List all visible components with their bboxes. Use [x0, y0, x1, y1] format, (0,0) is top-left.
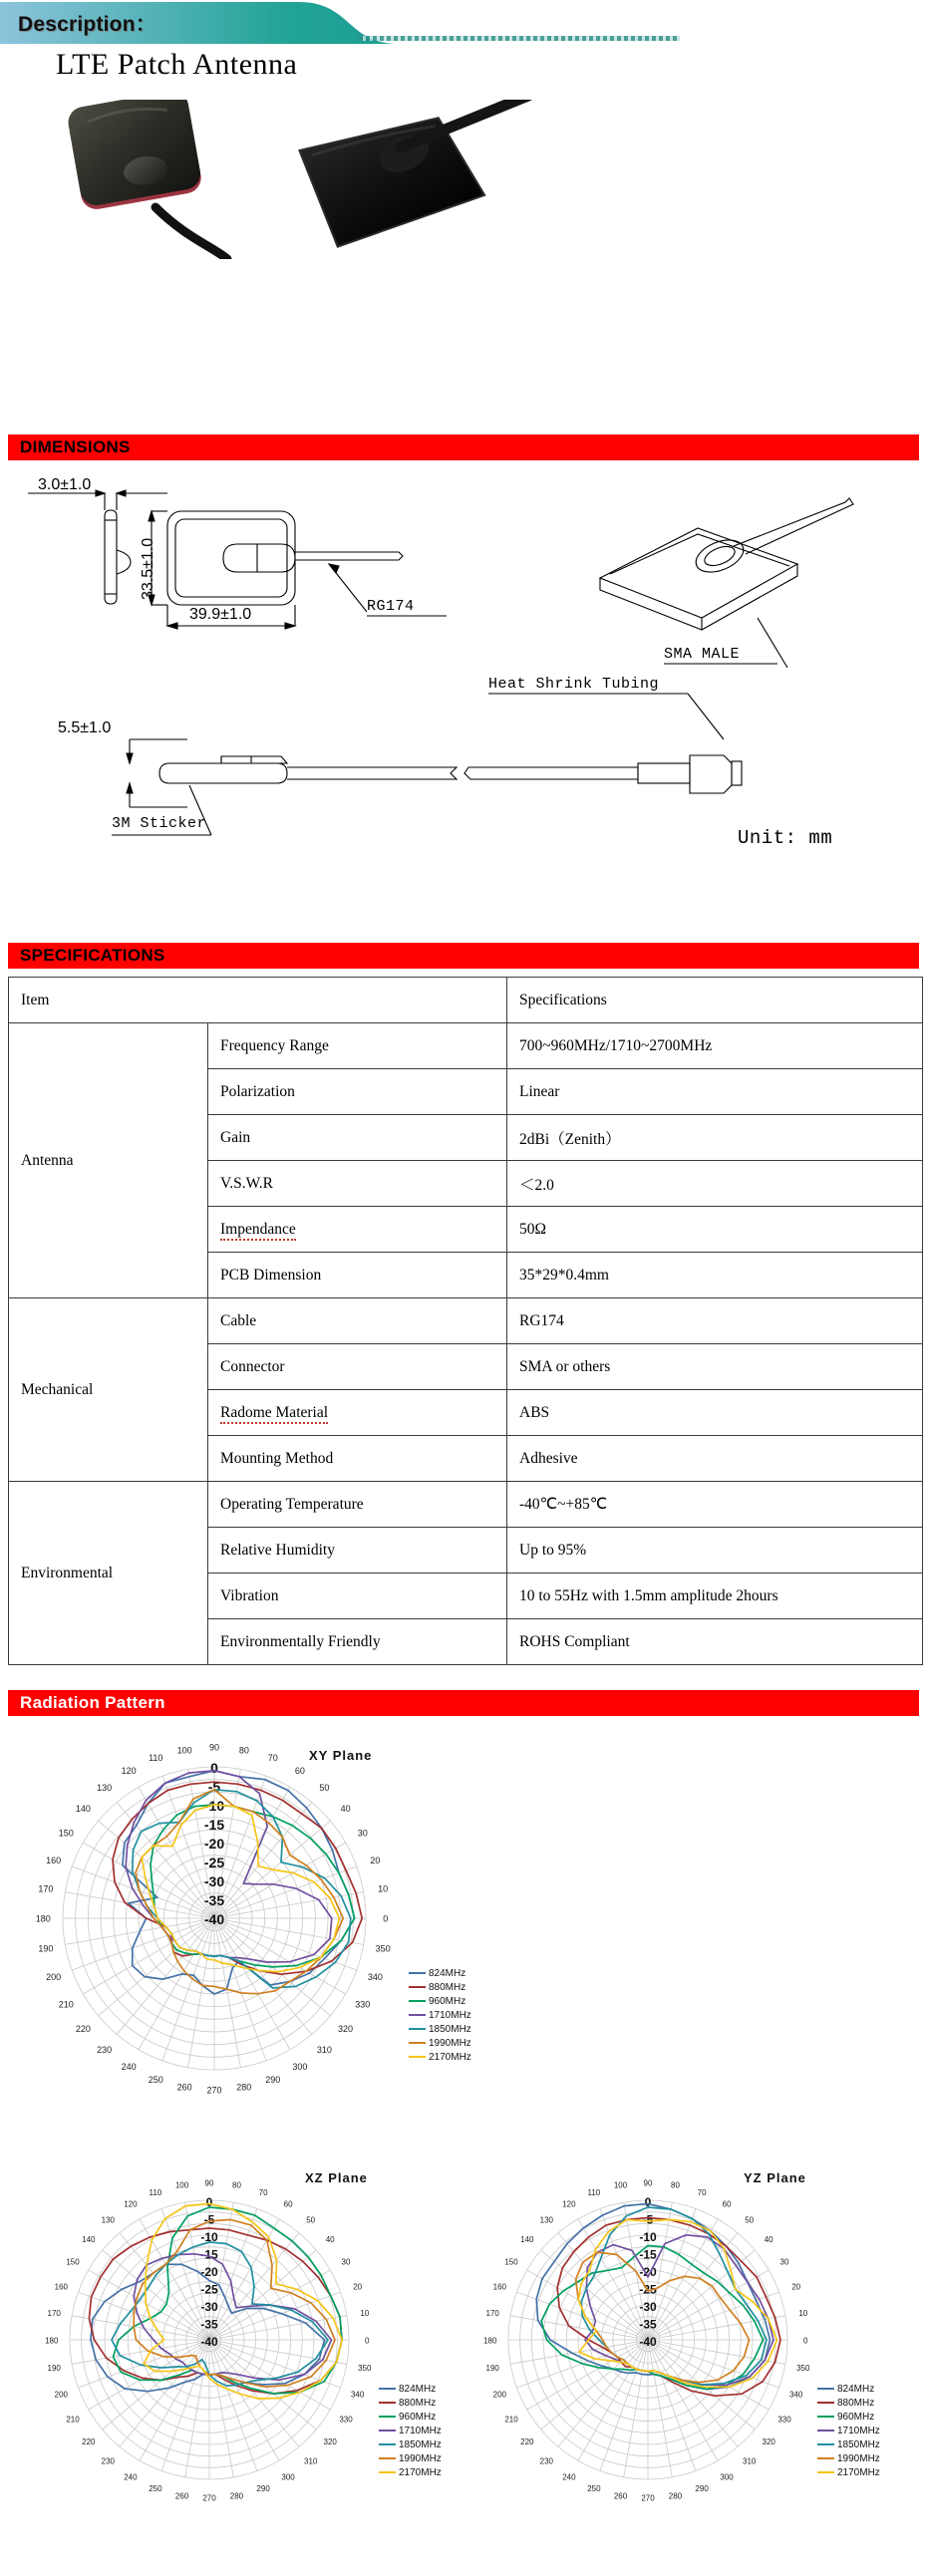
polar-angle-tick: 20: [353, 2282, 363, 2292]
dimension-height-label: 33.5±1.0: [140, 537, 156, 600]
polar-radial-tick: -30: [639, 2300, 657, 2314]
polar-angle-tick: 330: [339, 2415, 353, 2425]
dimension-drawing: [0, 468, 927, 937]
table-cell-value: 50Ω: [507, 1207, 923, 1253]
legend-swatch: [379, 2402, 396, 2405]
polar-angle-tick: 320: [338, 2023, 354, 2034]
polar-angle-tick: 0: [383, 1913, 389, 1924]
polar-angle-tick: 140: [520, 2234, 534, 2244]
radiation-chart-xz: [28, 2133, 476, 2561]
polar-angle-tick: 30: [779, 2257, 789, 2267]
dimension-width-label: 39.9±1.0: [189, 606, 252, 623]
legend-item: [379, 2382, 442, 2396]
polar-radial-tick: 0: [644, 2195, 652, 2209]
polar-radial-tick: -5: [203, 2212, 215, 2227]
table-cell-value: 35*29*0.4mm: [507, 1253, 923, 1298]
legend-swatch: [409, 1986, 426, 1989]
polar-angle-tick: 0: [802, 2336, 808, 2346]
legend-label: 1850MHz: [837, 2438, 880, 2450]
polar-radial-tick: -20: [200, 2265, 218, 2279]
legend-item: [379, 2424, 442, 2437]
polar-radial-tick: -20: [639, 2265, 657, 2279]
polar-angle-tick: 240: [562, 2472, 576, 2482]
polar-angle-tick: 180: [35, 1913, 51, 1924]
polar-radial-tick: -30: [203, 1873, 225, 1889]
table-cell-value: -40℃~+85℃: [507, 1482, 923, 1528]
polar-radial-tick: -10: [203, 1798, 225, 1814]
polar-angle-tick: 330: [355, 1999, 371, 2010]
table-cell-item: Gain: [208, 1115, 507, 1161]
polar-angle-tick: 120: [124, 2199, 138, 2209]
polar-angle-tick: 30: [357, 1828, 368, 1839]
polar-radial-tick: -25: [639, 2282, 657, 2297]
polar-angle-tick: 230: [97, 2045, 113, 2056]
polar-angle-tick: 10: [360, 2309, 370, 2319]
table-row: [9, 1023, 923, 1069]
legend-item: [379, 2437, 442, 2451]
legend-swatch: [817, 2388, 834, 2391]
legend-swatch: [379, 2430, 396, 2433]
polar-angle-tick: 220: [520, 2437, 534, 2447]
legend-label: 960MHz: [429, 1995, 466, 2007]
polar-angle-tick: 340: [788, 2390, 803, 2400]
legend-label: 2170MHz: [429, 2051, 471, 2063]
chart-legend: [409, 1966, 471, 2064]
cable-callout-label: RG174: [367, 598, 415, 615]
polar-angle-tick: 20: [791, 2282, 801, 2292]
polar-angle-tick: 120: [121, 1765, 137, 1776]
polar-angle-tick: 160: [54, 2282, 69, 2292]
tubing-callout-label: Heat Shrink Tubing: [488, 676, 660, 693]
legend-label: 960MHz: [837, 2411, 875, 2423]
polar-radial-tick: 0: [210, 1760, 218, 1776]
polar-angle-tick: 280: [229, 2491, 244, 2501]
polar-angle-tick: 180: [45, 2336, 59, 2346]
polar-angle-tick: 340: [350, 2390, 365, 2400]
product-cable-left: [155, 207, 227, 259]
legend-item: [379, 2451, 442, 2465]
table-cell-group: Environmental: [9, 1482, 208, 1665]
radiation-chart-yz: [466, 2133, 915, 2561]
legend-swatch: [409, 2000, 426, 2003]
polar-angle-tick: 130: [539, 2215, 553, 2225]
table-cell-item: Connector: [208, 1344, 507, 1390]
legend-item: [379, 2410, 442, 2424]
polar-angle-tick: 280: [668, 2491, 683, 2501]
polar-angle-tick: 290: [256, 2484, 270, 2494]
polar-angle-tick: 30: [341, 2257, 351, 2267]
polar-angle-tick: 150: [66, 2257, 80, 2267]
polar-angle-tick: 10: [378, 1883, 389, 1894]
polar-angle-tick: 290: [265, 2074, 281, 2085]
legend-swatch: [409, 2042, 426, 2045]
legend-label: 824MHz: [429, 1967, 466, 1979]
legend-swatch: [409, 2056, 426, 2059]
polar-angle-tick: 60: [722, 2199, 732, 2209]
polar-angle-tick: 220: [75, 2023, 91, 2034]
section-header-radiation: Radiation Pattern: [8, 1690, 919, 1716]
legend-label: 1850MHz: [399, 2438, 442, 2450]
legend-item: [409, 1966, 471, 1980]
polar-angle-tick: 280: [236, 2082, 252, 2093]
table-cell-item: Environmentally Friendly: [208, 1619, 507, 1665]
polar-angle-tick: 100: [176, 1745, 192, 1756]
polar-angle-tick: 60: [294, 1765, 305, 1776]
polar-angle-tick: 200: [46, 1972, 62, 1983]
polar-angle-tick: 80: [238, 1745, 249, 1756]
legend-label: 880MHz: [429, 1981, 466, 1993]
polar-angle-tick: 70: [258, 2187, 268, 2197]
polar-angle-tick: 290: [695, 2484, 709, 2494]
polar-angle-tick: 80: [232, 2180, 241, 2190]
legend-item: [409, 2036, 471, 2050]
table-cell-item: Polarization: [208, 1069, 507, 1115]
legend-item: [409, 1994, 471, 2008]
table-cell-value: ABS: [507, 1390, 923, 1436]
polar-angle-tick: 140: [75, 1804, 91, 1815]
polar-angle-tick: 180: [483, 2336, 497, 2346]
polar-radial-tick: -15: [203, 1817, 225, 1833]
polar-angle-tick: 50: [319, 1782, 330, 1793]
polar-angle-tick: 260: [613, 2491, 628, 2501]
legend-label: 824MHz: [399, 2383, 437, 2395]
product-photos: [0, 100, 927, 259]
legend-label: 1990MHz: [837, 2452, 880, 2464]
polar-radial-tick: -25: [203, 1855, 225, 1870]
table-cell-group: Antenna: [9, 1023, 208, 1298]
polar-radial-tick: -25: [200, 2282, 218, 2297]
legend-item: [409, 2008, 471, 2022]
legend-swatch: [409, 2028, 426, 2031]
sticker-callout-label: 3M Sticker: [112, 815, 207, 832]
polar-series-1710MHz: [585, 2235, 773, 2386]
plot-title: YZ Plane: [744, 2170, 806, 2185]
legend-label: 1990MHz: [399, 2452, 442, 2464]
polar-angle-tick: 50: [306, 2215, 316, 2225]
polar-angle-tick: 190: [38, 1943, 54, 1954]
legend-item: [409, 2022, 471, 2036]
legend-swatch: [379, 2416, 396, 2419]
legend-label: 880MHz: [399, 2397, 437, 2409]
table-cell-item: Impendance: [208, 1207, 507, 1253]
legend-item: [817, 2396, 880, 2410]
legend-swatch: [817, 2471, 834, 2474]
table-cell-value: 2dBi（Zenith）: [507, 1115, 923, 1161]
table-cell-value: 700~960MHz/1710~2700MHz: [507, 1023, 923, 1069]
legend-label: 1710MHz: [429, 2009, 471, 2021]
polar-angle-tick: 250: [148, 2074, 163, 2085]
polar-angle-tick: 110: [587, 2187, 601, 2197]
polar-angle-tick: 210: [504, 2415, 518, 2425]
polar-radial-tick: -10: [639, 2230, 657, 2244]
legend-item: [817, 2451, 880, 2465]
polar-angle-tick: 40: [340, 1804, 351, 1815]
table-cell-value: ROHS Compliant: [507, 1619, 923, 1665]
plot-title: XZ Plane: [305, 2170, 368, 2185]
legend-swatch: [817, 2430, 834, 2433]
polar-angle-tick: 90: [208, 1742, 220, 1753]
table-cell-value: Adhesive: [507, 1436, 923, 1482]
polar-angle-tick: 60: [283, 2199, 293, 2209]
table-cell-value: Up to 95%: [507, 1528, 923, 1574]
legend-swatch: [817, 2416, 834, 2419]
polar-radial-tick: -30: [200, 2300, 218, 2314]
legend-swatch: [817, 2402, 834, 2405]
polar-angle-tick: 40: [325, 2234, 335, 2244]
table-row: [9, 1482, 923, 1528]
polar-angle-tick: 0: [364, 2336, 370, 2346]
polar-angle-tick: 300: [281, 2472, 295, 2482]
polar-angle-tick: 230: [101, 2456, 115, 2466]
polar-radial-tick: -35: [200, 2317, 218, 2332]
polar-angle-tick: 260: [176, 2082, 192, 2093]
table-cell-value: 10 to 55Hz with 1.5mm amplitude 2hours: [507, 1574, 923, 1619]
table-cell-item: Cable: [208, 1298, 507, 1344]
legend-item: [379, 2396, 442, 2410]
legend-label: 960MHz: [399, 2411, 437, 2423]
legend-label: 1710MHz: [837, 2425, 880, 2436]
table-header-item: Item: [9, 978, 507, 1023]
polar-radial-tick: -5: [207, 1779, 221, 1795]
legend-swatch: [817, 2457, 834, 2460]
legend-swatch: [817, 2443, 834, 2446]
section-header-specifications: SPECIFICATIONS: [8, 943, 919, 969]
polar-radial-tick: -35: [203, 1892, 225, 1908]
polar-angle-tick: 10: [798, 2309, 808, 2319]
legend-item: [409, 1980, 471, 1994]
polar-radial-tick: -15: [200, 2247, 218, 2262]
polar-angle-tick: 350: [358, 2363, 372, 2373]
polar-plot: [466, 2133, 855, 2551]
polar-angle-tick: 330: [777, 2415, 791, 2425]
polar-angle-tick: 100: [613, 2180, 628, 2190]
description-banner-label: Description：: [18, 13, 156, 36]
polar-angle-tick: 240: [121, 2062, 137, 2073]
table-cell-item: Vibration: [208, 1574, 507, 1619]
polar-angle-tick: 160: [492, 2282, 507, 2292]
plot-title: XY Plane: [309, 1748, 373, 1763]
polar-angle-tick: 310: [743, 2456, 757, 2466]
legend-item: [817, 2410, 880, 2424]
polar-angle-tick: 220: [82, 2437, 96, 2447]
legend-swatch: [379, 2457, 396, 2460]
polar-angle-tick: 150: [58, 1828, 74, 1839]
table-header-specifications: Specifications: [507, 978, 923, 1023]
legend-swatch: [409, 1972, 426, 1975]
polar-angle-tick: 310: [316, 2045, 332, 2056]
polar-angle-tick: 270: [206, 2085, 222, 2096]
polar-angle-tick: 250: [587, 2484, 601, 2494]
polar-angle-tick: 80: [671, 2180, 680, 2190]
legend-item: [817, 2382, 880, 2396]
polar-angle-tick: 130: [97, 1782, 113, 1793]
table-cell-item: V.S.W.R: [208, 1161, 507, 1207]
legend-item: [817, 2465, 880, 2479]
legend-swatch: [379, 2443, 396, 2446]
legend-label: 824MHz: [837, 2383, 875, 2395]
polar-angle-tick: 110: [149, 1753, 163, 1764]
legend-item: [817, 2424, 880, 2437]
polar-angle-tick: 120: [562, 2199, 576, 2209]
polar-angle-tick: 70: [267, 1753, 278, 1764]
legend-item: [379, 2465, 442, 2479]
polar-angle-tick: 250: [149, 2484, 162, 2494]
polar-angle-tick: 300: [292, 2062, 308, 2073]
polar-angle-tick: 270: [641, 2493, 655, 2503]
polar-plot: [28, 2133, 417, 2551]
polar-angle-tick: 270: [202, 2493, 216, 2503]
table-cell-item: Radome Material: [208, 1390, 507, 1436]
polar-angle-tick: 20: [370, 1855, 381, 1865]
polar-angle-tick: 320: [762, 2437, 775, 2447]
legend-label: 880MHz: [837, 2397, 875, 2409]
table-cell-item: Mounting Method: [208, 1436, 507, 1482]
polar-angle-tick: 110: [149, 2187, 162, 2197]
polar-series-2170MHz: [142, 1805, 339, 1972]
table-cell-value: Linear: [507, 1069, 923, 1115]
polar-radial-tick: -20: [203, 1836, 225, 1852]
polar-angle-tick: 240: [124, 2472, 138, 2482]
polar-angle-tick: 130: [101, 2215, 115, 2225]
polar-angle-tick: 170: [485, 2309, 499, 2319]
legend-swatch: [379, 2388, 396, 2391]
product-photo-left: [66, 100, 203, 211]
polar-radial-tick: -40: [200, 2335, 218, 2349]
description-banner-rule: [359, 36, 680, 41]
table-cell-value: SMA or others: [507, 1344, 923, 1390]
legend-label: 2170MHz: [837, 2466, 880, 2478]
polar-radial-tick: 0: [205, 2195, 213, 2209]
polar-angle-tick: 170: [38, 1883, 54, 1894]
legend-swatch: [409, 2014, 426, 2017]
polar-radial-tick: -5: [642, 2212, 654, 2227]
table-header-row: [9, 978, 923, 1023]
polar-radial-tick: -40: [639, 2335, 657, 2349]
table-row: [9, 1298, 923, 1344]
table-cell-item: Operating Temperature: [208, 1482, 507, 1528]
dimension-thickness-label: 3.0±1.0: [38, 476, 92, 493]
legend-item: [817, 2437, 880, 2451]
specifications-table: [8, 977, 923, 1665]
polar-angle-tick: 350: [375, 1943, 391, 1954]
legend-item: [409, 2050, 471, 2064]
polar-radial-tick: -10: [200, 2230, 218, 2244]
polar-angle-tick: 100: [174, 2180, 189, 2190]
table-cell-value: RG174: [507, 1298, 923, 1344]
legend-label: 1990MHz: [429, 2037, 471, 2049]
polar-radial-tick: -15: [639, 2247, 657, 2262]
page-title: LTE Patch Antenna: [56, 48, 298, 81]
polar-angle-tick: 90: [204, 2178, 214, 2188]
polar-angle-tick: 320: [323, 2437, 337, 2447]
legend-swatch: [379, 2471, 396, 2474]
polar-angle-tick: 210: [66, 2415, 80, 2425]
polar-angle-tick: 310: [304, 2456, 318, 2466]
table-cell-value: ＜2.0: [507, 1161, 923, 1207]
chart-legend: [817, 2382, 880, 2479]
polar-angle-tick: 90: [643, 2178, 653, 2188]
unit-label: Unit: mm: [738, 827, 833, 849]
polar-angle-tick: 340: [367, 1972, 383, 1983]
polar-angle-tick: 190: [485, 2363, 499, 2373]
polar-plot: [10, 1724, 429, 2123]
polar-angle-tick: 300: [720, 2472, 734, 2482]
radiation-chart-xy: [10, 1724, 568, 2123]
table-cell-group: Mechanical: [9, 1298, 208, 1482]
table-cell-item: Frequency Range: [208, 1023, 507, 1069]
connector-callout-label: SMA MALE: [664, 646, 741, 663]
product-photo-right: [298, 114, 488, 249]
polar-angle-tick: 160: [46, 1855, 62, 1865]
polar-angle-tick: 200: [54, 2390, 69, 2400]
legend-label: 1850MHz: [429, 2023, 471, 2035]
polar-angle-tick: 50: [745, 2215, 755, 2225]
polar-angle-tick: 70: [697, 2187, 707, 2197]
polar-angle-tick: 40: [764, 2234, 773, 2244]
chart-legend: [379, 2382, 442, 2479]
section-header-dimensions: DIMENSIONS: [8, 434, 919, 460]
polar-angle-tick: 260: [174, 2491, 189, 2501]
polar-angle-tick: 150: [504, 2257, 518, 2267]
legend-label: 1710MHz: [399, 2425, 442, 2436]
table-cell-item: Relative Humidity: [208, 1528, 507, 1574]
polar-radial-tick: -40: [203, 1911, 225, 1927]
polar-angle-tick: 210: [58, 1999, 74, 2010]
polar-angle-tick: 170: [47, 2309, 61, 2319]
polar-angle-tick: 200: [492, 2390, 507, 2400]
polar-angle-tick: 230: [539, 2456, 553, 2466]
polar-angle-tick: 350: [796, 2363, 810, 2373]
polar-radial-tick: -35: [639, 2317, 657, 2332]
dimension-side-width-label: 5.5±1.0: [58, 719, 112, 736]
polar-angle-tick: 140: [82, 2234, 96, 2244]
table-cell-item: PCB Dimension: [208, 1253, 507, 1298]
legend-label: 2170MHz: [399, 2466, 442, 2478]
polar-angle-tick: 190: [47, 2363, 61, 2373]
